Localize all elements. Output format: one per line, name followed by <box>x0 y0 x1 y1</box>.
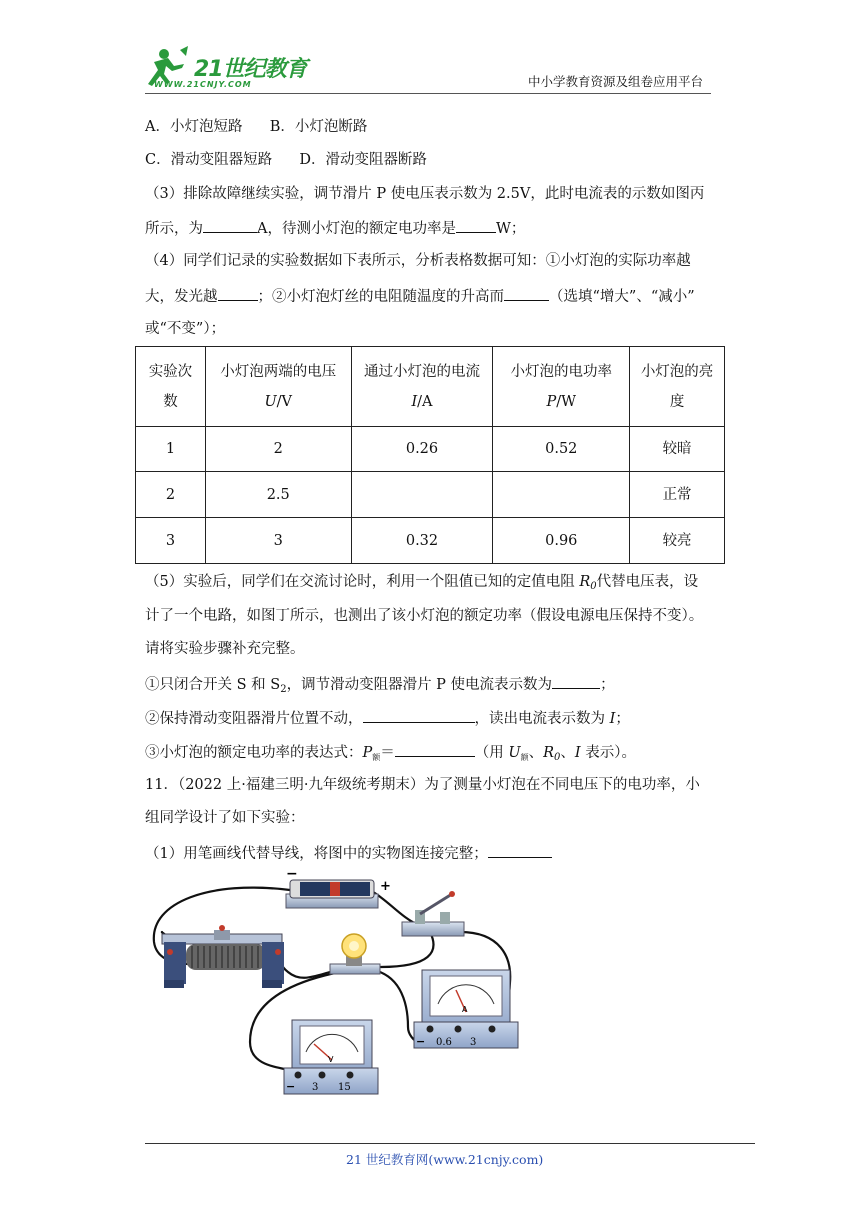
q4-line2 <box>145 284 695 308</box>
power-answer-blank[interactable] <box>456 216 496 233</box>
cell-voltage: 3 <box>205 518 351 564</box>
voltmeter-range-large-label: 15 <box>338 1082 351 1093</box>
q3-text-a: 所示，为 <box>145 221 203 237</box>
battery-minus-label: − <box>286 872 298 882</box>
q3-text-b: A，待测小灯泡的额定电功率是 <box>257 221 456 237</box>
site-logo <box>140 44 310 92</box>
cell-trial: 2 <box>136 472 206 518</box>
rheostat-icon <box>162 925 284 988</box>
q5-step1: ①只闭合开关 S 和 $S_2$，调节滑动变阻器滑片 P 使电流表示数为 ； <box>145 672 615 701</box>
voltmeter-letter: V <box>328 1055 334 1064</box>
cell-current: 0.26 <box>351 427 493 472</box>
table-row <box>136 472 725 518</box>
data-table <box>135 346 725 564</box>
voltmeter-range-small-label: 3 <box>312 1082 319 1093</box>
q11-line2: 组同学设计了如下实验： <box>145 810 305 826</box>
q4-text-b: ；②小灯泡灯丝的电阻随温度的升高而 <box>257 289 504 305</box>
header-trial: 实验次 数 <box>136 347 206 427</box>
brightness-answer-blank[interactable] <box>218 284 258 301</box>
footer-rule <box>145 1143 755 1144</box>
footer-text[interactable]: 21 世纪教育网(www.21cnjy.com) <box>346 1152 544 1167</box>
cell-power: 0.52 <box>493 427 630 472</box>
option-a: A．小灯泡短路 <box>145 119 243 135</box>
step1-answer-blank[interactable] <box>552 672 600 689</box>
bulb-icon <box>330 934 380 974</box>
step2-answer-blank[interactable] <box>363 706 475 723</box>
platform-name: 中小学教育资源及组卷应用平台 <box>528 74 704 89</box>
option-b: B．小灯泡断路 <box>269 119 368 135</box>
q5-line2: 计了一个电路，如图丁所示，也测出了该小灯泡的额定功率（假设电源电压保持不变）。 <box>145 608 704 624</box>
header-current: 通过小灯泡的电流 I/A <box>351 347 493 427</box>
q4-line3: 或“不变”）； <box>145 321 226 337</box>
logo-text: 21世纪教育 <box>194 57 307 82</box>
header-power: 小灯泡的电功率 P/W <box>493 347 630 427</box>
cell-trial: 1 <box>136 427 206 472</box>
logo-url: WWW.21CNJY.COM <box>154 80 252 89</box>
q5-line3: 请将实验步骤补充完整。 <box>145 641 305 657</box>
ammeter-minus-label: − <box>416 1035 426 1048</box>
voltmeter-icon <box>284 1020 378 1094</box>
q5-line1: （5）实验后，同学们在交流讨论时，利用一个阻值已知的定值电阻 $R_0$代替电压表，设 <box>145 574 699 592</box>
option-d: D．滑动变阻器断路 <box>299 152 427 168</box>
cell-voltage: 2.5 <box>205 472 351 518</box>
options-ab <box>145 116 367 138</box>
battery-plus-label: + <box>380 879 391 894</box>
header-brightness: 小灯泡的亮 度 <box>630 347 725 427</box>
cell-trial: 3 <box>136 518 206 564</box>
cell-brightness: 较亮 <box>630 518 725 564</box>
expression-answer-blank[interactable] <box>395 740 475 757</box>
cell-power <box>493 472 630 518</box>
table-header-row <box>136 347 725 427</box>
cell-current: 0.32 <box>351 518 493 564</box>
ammeter-range-large-label: 3 <box>470 1037 477 1048</box>
ammeter-letter: A <box>462 1005 468 1014</box>
cell-current <box>351 472 493 518</box>
ammeter-icon <box>414 970 518 1048</box>
current-answer-blank[interactable] <box>203 216 257 233</box>
resistance-answer-blank[interactable] <box>504 284 549 301</box>
header-voltage: 小灯泡两端的电压 U/V <box>205 347 351 427</box>
option-c: C．滑动变阻器短路 <box>145 152 273 168</box>
q11-line3: （1）用笔画线代替导线，将图中的实物图连接完整； <box>145 841 552 865</box>
cell-brightness: 较暗 <box>630 427 725 472</box>
cell-voltage: 2 <box>205 427 351 472</box>
circuit-figure <box>140 872 540 1107</box>
switch-icon <box>402 891 464 936</box>
battery-icon <box>286 872 391 908</box>
header-rule <box>145 93 711 94</box>
q11-line1: 11．（2022 上·福建三明·九年级统考期末）为了测量小灯泡在不同电压下的电功率，小 <box>145 777 700 793</box>
q3-text-c: W； <box>495 221 526 237</box>
cell-power: 0.96 <box>493 518 630 564</box>
q3-line1: （3）排除故障继续实验，调节滑片 P 使电压表示数为 2.5V，此时电流表的示数如图丙 <box>145 186 705 202</box>
cell-brightness: 正常 <box>630 472 725 518</box>
table-row <box>136 427 725 472</box>
ammeter-range-small-label: 0.6 <box>436 1037 452 1048</box>
options-cd <box>145 149 427 171</box>
q4-line1: （4）同学们记录的实验数据如下表所示，分析表格数据可知：①小灯泡的实际功率越 <box>145 253 691 269</box>
q4-text-c: （选填“增大”、“减小” <box>549 289 695 305</box>
q4-text-a: 大，发光越 <box>145 289 218 305</box>
wiring-answer-blank[interactable] <box>488 841 552 858</box>
voltmeter-minus-label: − <box>286 1080 296 1093</box>
q5-step3: ③小灯泡的额定电功率的表达式：$P_额=$ （用 $U_额$、$R_0$、I 表示）。 <box>145 740 636 769</box>
q5-step2: ②保持滑动变阻器滑片位置不动， ，读出电流表示数为 I； <box>145 706 630 730</box>
q3-line2 <box>145 216 525 240</box>
table-row <box>136 518 725 564</box>
